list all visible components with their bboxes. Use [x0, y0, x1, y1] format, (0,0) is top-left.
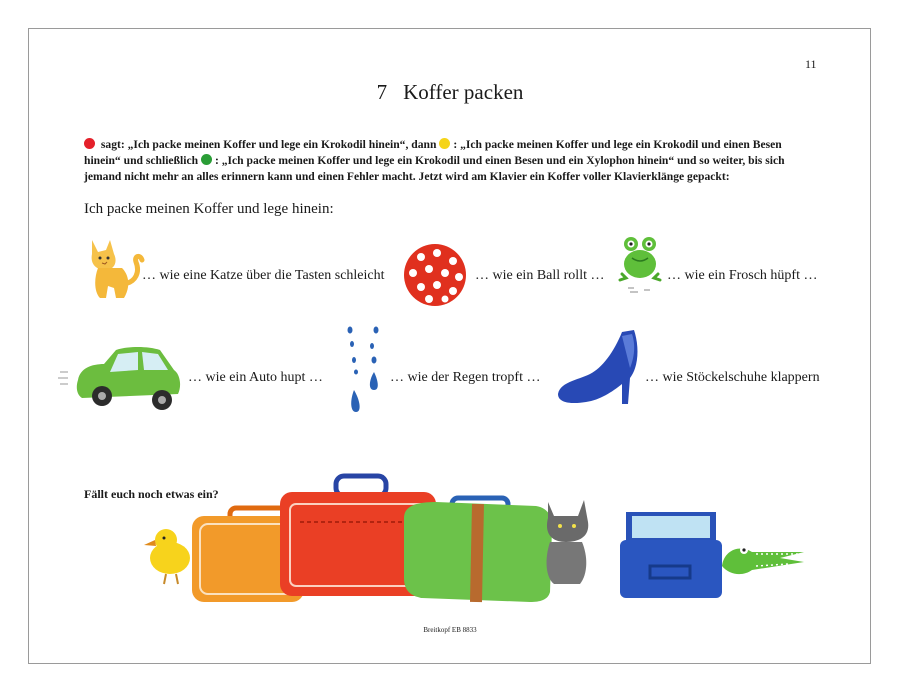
red-dot-icon [84, 138, 95, 149]
page-title [0, 80, 900, 105]
high-heel-icon [556, 328, 642, 406]
crocodile-icon [722, 546, 804, 574]
green-suitcase-icon [404, 498, 552, 602]
frog-icon [618, 234, 662, 296]
footer-imprint: Breitkopf EB 8833 [423, 626, 477, 634]
caption-frog: … wie ein Frosch hüpft … [667, 268, 818, 283]
intro-part-2: : „Ich packe meinen Koffer und lege ein Krokodil und einen Besen hinein“ und schließlich [84, 138, 782, 167]
car-icon [58, 346, 184, 412]
blue-open-suitcase-icon [620, 512, 722, 598]
yellow-dot-icon [439, 138, 450, 149]
green-dot-icon [201, 154, 212, 165]
ball-icon [403, 243, 467, 307]
lead-text: Ich packe meinen Koffer und lege hinein: [84, 201, 334, 217]
page-number: 11 [805, 57, 817, 71]
intro-part-1: sagt: „Ich packe meinen Koffer und lege ein Krokodil hinein“, dann [100, 138, 437, 151]
caption-rain: … wie der Regen tropft … [390, 370, 541, 385]
intro-paragraph [84, 137, 819, 185]
cat-icon [84, 236, 144, 300]
prompt-text: Fällt euch noch etwas ein? [84, 487, 219, 501]
chick-icon [144, 529, 190, 584]
chapter-title: Koffer packen [403, 80, 524, 104]
gray-cat-icon [547, 500, 589, 584]
intro-part-3: : „Ich packe meinen Koffer und lege ein Krokodil und einen Besen und ein Xylophon hinein“ und so weiter, bis sich jemand nicht mehr an alles erinnern kann und einen Fehler macht. Jetzt wird am Klavier ein Koffer voller Klavierklänge gepackt: [84, 154, 785, 183]
caption-car: … wie ein Auto hupt … [188, 370, 323, 385]
caption-cat: … wie eine Katze über die Tasten schleicht [142, 268, 385, 283]
caption-ball: … wie ein Ball rollt … [475, 268, 605, 283]
luggage-illustration [140, 470, 810, 610]
chapter-number: 7 [376, 80, 388, 104]
raindrops-icon [340, 324, 384, 418]
caption-heels: … wie Stöckelschuhe klappern [645, 370, 820, 385]
